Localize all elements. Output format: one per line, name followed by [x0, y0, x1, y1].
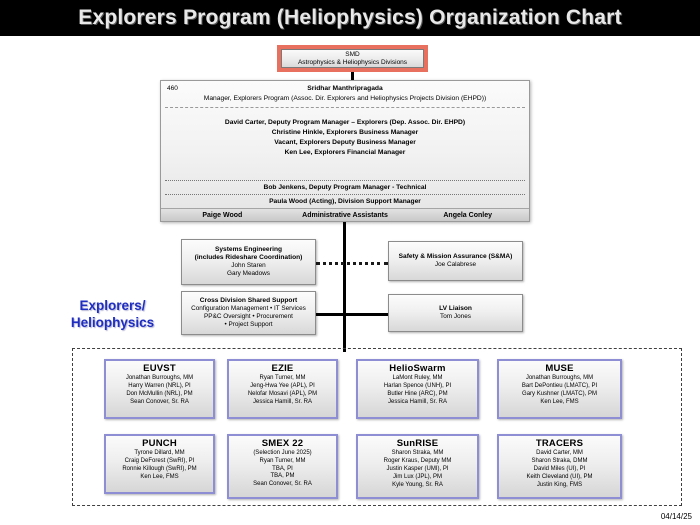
- management-panel: [160, 80, 530, 222]
- smd-line2: Astrophysics & Heliophysics Divisions: [297, 58, 408, 66]
- deputy-pm-technical: Bob Jenkens, Deputy Program Manager - Technical: [263, 184, 427, 191]
- mission-person: Don McMullin (NRL), PM: [126, 390, 193, 397]
- mission-person: Jeng-Hwa Yee (APL), PI: [250, 382, 315, 389]
- lv-liaison-person-1: Tom Jones: [440, 313, 471, 321]
- mission-name: HelioSwarm: [389, 363, 446, 374]
- mission-person: TBA, PI: [272, 465, 293, 472]
- sma-title: Safety & Mission Assurance (S&MA): [398, 252, 513, 260]
- mission-person: Sharon Straka, MM: [391, 449, 444, 456]
- mission-person: Craig DeForest (SwRI), PI: [124, 457, 195, 464]
- mission-name: SunRISE: [396, 438, 439, 449]
- admin-assistant-right: Angela Conley: [443, 211, 492, 219]
- org-code: 460: [167, 85, 178, 92]
- support-box-systems-engineering: [181, 239, 316, 285]
- staff-deputy-business-manager: Vacant, Explorers Deputy Business Manager: [274, 139, 416, 146]
- program-manager-title: Manager, Explorers Program (Assoc. Dir. Explorers and Heliophysics Projects Division (EHPD)): [203, 95, 487, 102]
- mission-person: Ronnie Killough (SwRI), PM: [122, 465, 197, 472]
- connector-main-trunk: [343, 222, 346, 352]
- mission-box-muse[interactable]: [497, 359, 622, 419]
- systems-engineering-title-2: (includes Rideshare Coordination): [194, 254, 303, 261]
- cross-division-line-2: PP&C Oversight • Procurement: [204, 313, 293, 321]
- mission-name: MUSE: [545, 363, 574, 374]
- staff-financial-manager: Ken Lee, Explorers Financial Manager: [284, 149, 406, 156]
- mission-box-punch[interactable]: [104, 434, 215, 494]
- staff-business-manager: Christine Hinkle, Explorers Business Manager: [271, 129, 419, 136]
- sma-person-1: Joe Calabrese: [434, 261, 477, 269]
- administrative-assistants-row: [161, 208, 529, 221]
- mission-person: Harry Warren (NRL), PI: [128, 382, 191, 389]
- mission-box-smex-22[interactable]: [227, 434, 338, 499]
- mission-person: Jessica Hamill, Sr. RA: [387, 398, 447, 405]
- side-label-line-1: Explorers/: [79, 298, 146, 313]
- smd-box-inner: [281, 49, 424, 68]
- smd-line1: SMD: [345, 51, 360, 59]
- mission-person: David Carter, MM: [536, 449, 583, 456]
- mission-person: Harlan Spence (UNH), PI: [383, 382, 452, 389]
- mission-person: Ken Lee, FMS: [540, 398, 579, 405]
- mission-person: Jessica Hamill, Sr. RA: [252, 398, 312, 405]
- mission-person: TBA, PM: [270, 473, 295, 480]
- page-title: Explorers Program (Heliophysics) Organization Chart: [78, 6, 622, 29]
- mission-person: Sean Conover, Sr. RA: [130, 398, 189, 405]
- mission-person: Butler Hine (ARC), PM: [387, 390, 448, 397]
- mission-person: David Miles (UI), PI: [533, 465, 586, 472]
- mission-name: TRACERS: [535, 438, 584, 449]
- mission-box-sunrise[interactable]: [356, 434, 479, 499]
- lv-liaison-title: LV Liaison: [439, 304, 472, 312]
- staff-deputy-pm: David Carter, Deputy Program Manager – Explorers (Dep. Assoc. Dir. EHPD): [224, 119, 466, 126]
- mission-name: PUNCH: [142, 438, 177, 449]
- mission-person: Justin Kasper (UMI), PI: [386, 465, 449, 472]
- side-label-line-2: Heliophysics: [70, 314, 155, 330]
- mission-person: Justin King, FMS: [536, 481, 583, 488]
- systems-engineering-person-1: John Staren: [231, 262, 266, 270]
- admin-assistant-left: Paige Wood: [202, 211, 243, 219]
- explorers-heliophysics-label: [45, 298, 180, 332]
- mission-person: Keith Cleveland (UI), PM: [526, 473, 593, 480]
- mission-box-ezie[interactable]: [227, 359, 338, 419]
- support-box-lv-liaison: [388, 294, 523, 332]
- division-support-manager: Paula Wood (Acting), Division Support Manager: [269, 198, 421, 205]
- connector-dotted-se-sma: [316, 262, 388, 265]
- cross-division-line-3: • Project Support: [224, 321, 273, 329]
- mission-person: Gary Kushner (LMATC), PM: [522, 390, 597, 397]
- mission-person: Nelofar Mosavi (APL), PM: [247, 390, 318, 397]
- support-box-safety-mission-assurance: [388, 241, 523, 281]
- mission-name: EZIE: [271, 363, 294, 374]
- mission-name: SMEX 22: [261, 438, 304, 449]
- mission-person: Ryan Turner, MM: [259, 374, 306, 381]
- cross-division-title: Cross Division Shared Support: [199, 296, 298, 304]
- mission-person: Bart DePontieu (LMATC), PI: [521, 382, 598, 389]
- mission-person: Sharon Straka, DMM: [531, 457, 588, 464]
- smd-box: [277, 45, 428, 72]
- mission-person: Jonathan Burroughs, MM: [525, 374, 594, 381]
- date-stamp: 04/14/25: [660, 512, 692, 521]
- mission-person: Jonathan Burroughs, MM: [125, 374, 194, 381]
- mission-person: Ryan Turner, MM: [259, 457, 306, 464]
- mission-person: Tyrone Dillard, MM: [134, 449, 185, 456]
- cross-division-line-1: Configuration Management • IT Services: [191, 305, 306, 313]
- mission-note: (Selection June 2025): [253, 449, 312, 456]
- mission-person: Ken Lee, FMS: [140, 473, 179, 480]
- mission-person: Jim Lux (JPL), PM: [392, 473, 442, 480]
- mission-box-helioswarm[interactable]: [356, 359, 479, 419]
- support-box-cross-division-shared-support: [181, 291, 316, 335]
- mission-name: EUVST: [143, 363, 176, 374]
- systems-engineering-title-1: Systems Engineering: [214, 245, 283, 253]
- mission-person: Sean Conover, Sr. RA: [253, 481, 312, 488]
- program-manager-name: Sridhar Manthripragada: [307, 85, 383, 92]
- mission-person: LaMont Ruley, MM: [392, 374, 443, 381]
- admin-assistants-label: Administrative Assistants: [302, 211, 388, 219]
- mission-box-euvst[interactable]: [104, 359, 215, 419]
- mission-person: Roger Kraus, Deputy MM: [383, 457, 452, 464]
- mission-box-tracers[interactable]: [497, 434, 622, 499]
- mission-person: Kyle Young, Sr. RA: [392, 481, 443, 488]
- title-bar: [0, 0, 700, 36]
- systems-engineering-person-2: Gary Meadows: [227, 270, 270, 278]
